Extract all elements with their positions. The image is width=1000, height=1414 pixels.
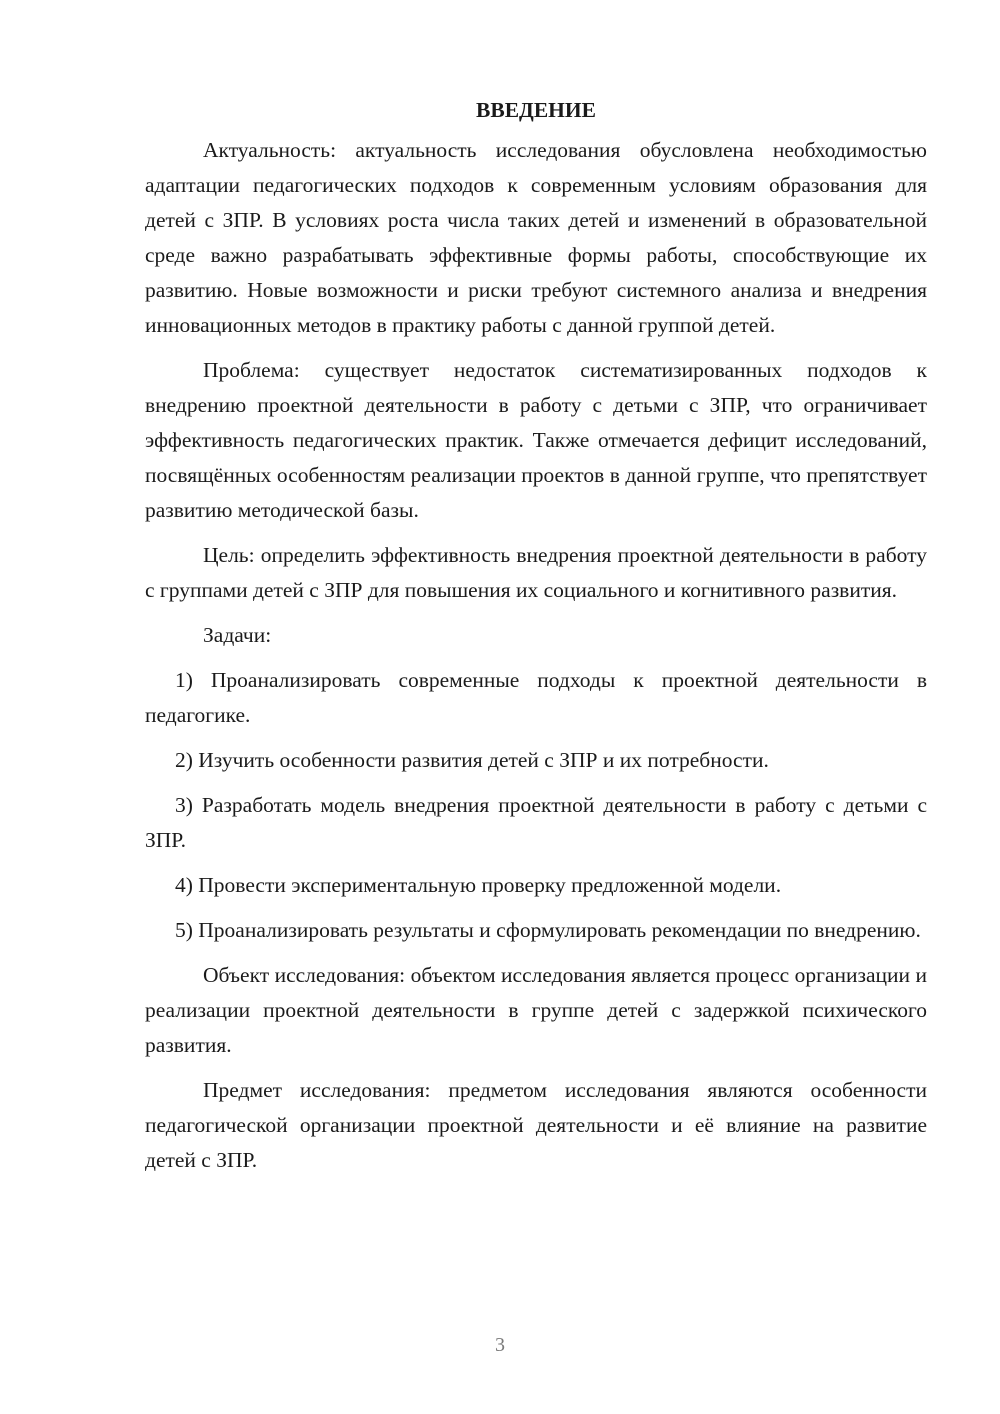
- paragraph-object: Объект исследования: объектом исследования является процесс организации и реализации проектной деятельности в группе детей с задержкой психического развития.: [145, 963, 927, 1057]
- paragraph-subject: Предмет исследования: предметом исследования являются особенности педагогической организации проектной деятельности и её влияние на развитие детей с ЗПР.: [145, 1078, 927, 1172]
- task-item-2: 2) Изучить особенности развития детей с ЗПР и их потребности.: [175, 748, 769, 772]
- task-item-5: 5) Проанализировать результаты и сформулировать рекомендации по внедрению.: [175, 918, 921, 942]
- page-number: 3: [495, 1334, 505, 1356]
- paragraph-goal: Цель: определить эффективность внедрения проектной деятельности в работу с группами детей с ЗПР для повышения их социального и когнитивного развития.: [145, 543, 927, 602]
- section-title: ВВЕДЕНИЕ: [476, 98, 596, 122]
- task-item-4: 4) Провести экспериментальную проверку предложенной модели.: [175, 873, 782, 897]
- document-page: [145, 95, 927, 1188]
- paragraph-relevance: Актуальность: актуальность исследования обусловлена необходимостью адаптации педагогических подходов к современным условиям образования для детей с ЗПР. В условиях роста числа таких детей и изменений в образовательной среде важно разрабатывать эффективные формы работы, способствующие их развитию. Новые возможности и риски требуют системного анализа и внедрения инновационных методов в практику работы с данной группой детей.: [145, 138, 927, 337]
- tasks-heading: Задачи:: [203, 623, 272, 647]
- task-item-1: 1) Проанализировать современные подходы к проектной деятельности в педагогике.: [145, 668, 927, 727]
- task-item-3: 3) Разработать модель внедрения проектной деятельности в работу с детьми с ЗПР.: [145, 793, 927, 852]
- paragraph-problem: Проблема: существует недостаток систематизированных подходов к внедрению проектной деятельности в работу с детьми с ЗПР, что ограничивает эффективность педагогических практик. Также отмечается дефицит исследований, посвящённых особенностям реализации проектов в данной группе, что препятствует развитию методической базы.: [145, 358, 927, 522]
